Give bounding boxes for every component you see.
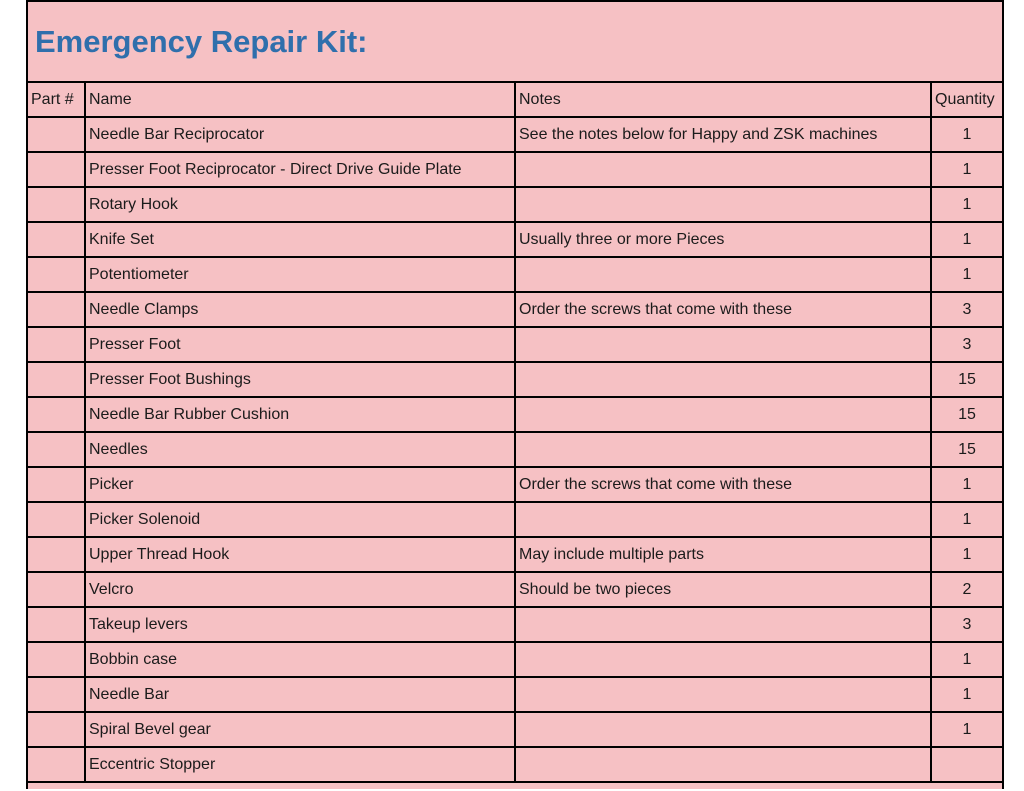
- notes-cell[interactable]: [515, 257, 931, 292]
- name-cell[interactable]: Presser Foot: [85, 327, 515, 362]
- quantity-cell[interactable]: 1: [931, 712, 1002, 747]
- notes-cell[interactable]: [515, 712, 931, 747]
- name-cell[interactable]: Presser Foot Reciprocator - Direct Drive Guide Plate: [85, 152, 515, 187]
- name-cell[interactable]: Potentiometer: [85, 257, 515, 292]
- quantity-cell[interactable]: 2: [931, 572, 1002, 607]
- quantity-cell[interactable]: 1: [931, 257, 1002, 292]
- name-cell[interactable]: Rotary Hook: [85, 187, 515, 222]
- quantity-cell[interactable]: 1: [931, 642, 1002, 677]
- part-cell[interactable]: [28, 537, 85, 572]
- part-cell[interactable]: [28, 187, 85, 222]
- quantity-cell[interactable]: 15: [931, 397, 1002, 432]
- part-cell[interactable]: [28, 642, 85, 677]
- notes-cell[interactable]: Usually three or more Pieces: [515, 222, 931, 257]
- part-cell[interactable]: [28, 222, 85, 257]
- table-row: [28, 537, 1002, 572]
- name-cell[interactable]: Presser Foot Bushings: [85, 362, 515, 397]
- table-row: [28, 502, 1002, 537]
- notes-cell[interactable]: [515, 187, 931, 222]
- table-row: [28, 677, 1002, 712]
- name-cell[interactable]: Spiral Bevel gear: [85, 712, 515, 747]
- part-cell[interactable]: [28, 607, 85, 642]
- notes-cell[interactable]: [515, 607, 931, 642]
- notes-cell[interactable]: [515, 502, 931, 537]
- notes-cell[interactable]: [515, 397, 931, 432]
- part-cell[interactable]: [28, 117, 85, 152]
- part-cell[interactable]: [28, 677, 85, 712]
- header-notes[interactable]: Notes: [515, 82, 931, 117]
- quantity-cell[interactable]: [931, 747, 1002, 782]
- part-cell[interactable]: [28, 502, 85, 537]
- notes-cell[interactable]: [515, 747, 931, 782]
- name-cell[interactable]: Needle Clamps: [85, 292, 515, 327]
- table-row: [28, 572, 1002, 607]
- notes-cell[interactable]: May include multiple parts: [515, 537, 931, 572]
- table-row: [28, 362, 1002, 397]
- notes-cell[interactable]: [515, 327, 931, 362]
- name-cell[interactable]: Needles: [85, 432, 515, 467]
- name-cell[interactable]: Upper Thread Hook: [85, 537, 515, 572]
- table-row: [28, 257, 1002, 292]
- name-cell[interactable]: Picker: [85, 467, 515, 502]
- notes-cell[interactable]: [515, 642, 931, 677]
- part-cell[interactable]: [28, 292, 85, 327]
- name-cell[interactable]: Velcro: [85, 572, 515, 607]
- table-row: [28, 187, 1002, 222]
- name-cell[interactable]: Needle Bar Rubber Cushion: [85, 397, 515, 432]
- name-cell[interactable]: Picker Solenoid: [85, 502, 515, 537]
- part-cell[interactable]: [28, 712, 85, 747]
- name-cell[interactable]: Eccentric Stopper: [85, 747, 515, 782]
- part-cell[interactable]: [28, 747, 85, 782]
- quantity-cell[interactable]: 1: [931, 117, 1002, 152]
- table-row: [28, 117, 1002, 152]
- part-cell[interactable]: [28, 257, 85, 292]
- notes-cell[interactable]: Order the screws that come with these: [515, 292, 931, 327]
- header-quantity[interactable]: Quantity: [931, 82, 1002, 117]
- table-row: [28, 467, 1002, 502]
- notes-cell[interactable]: Should be two pieces: [515, 572, 931, 607]
- part-cell[interactable]: [28, 467, 85, 502]
- notes-cell[interactable]: [515, 677, 931, 712]
- part-cell[interactable]: [28, 362, 85, 397]
- title-cell[interactable]: [28, 0, 1002, 81]
- parts-table: [28, 81, 1002, 783]
- table-row: [28, 152, 1002, 187]
- header-part[interactable]: Part #: [28, 82, 85, 117]
- part-cell[interactable]: [28, 152, 85, 187]
- quantity-cell[interactable]: 1: [931, 152, 1002, 187]
- table-row: [28, 222, 1002, 257]
- page-title: Emergency Repair Kit:: [35, 24, 368, 59]
- name-cell[interactable]: Bobbin case: [85, 642, 515, 677]
- name-cell[interactable]: Knife Set: [85, 222, 515, 257]
- name-cell[interactable]: Needle Bar: [85, 677, 515, 712]
- quantity-cell[interactable]: 3: [931, 607, 1002, 642]
- quantity-cell[interactable]: 1: [931, 187, 1002, 222]
- table-row: [28, 327, 1002, 362]
- table-row: [28, 292, 1002, 327]
- notes-cell[interactable]: [515, 432, 931, 467]
- quantity-cell[interactable]: 15: [931, 362, 1002, 397]
- part-cell[interactable]: [28, 397, 85, 432]
- header-name[interactable]: Name: [85, 82, 515, 117]
- quantity-cell[interactable]: 1: [931, 467, 1002, 502]
- quantity-cell[interactable]: 1: [931, 537, 1002, 572]
- part-cell[interactable]: [28, 432, 85, 467]
- part-cell[interactable]: [28, 327, 85, 362]
- name-cell[interactable]: Needle Bar Reciprocator: [85, 117, 515, 152]
- notes-cell[interactable]: Order the screws that come with these: [515, 467, 931, 502]
- spreadsheet: [26, 0, 1004, 789]
- quantity-cell[interactable]: 1: [931, 677, 1002, 712]
- table-row: [28, 607, 1002, 642]
- table-row: [28, 642, 1002, 677]
- header-row: [28, 82, 1002, 117]
- table-row: [28, 747, 1002, 782]
- part-cell[interactable]: [28, 572, 85, 607]
- quantity-cell[interactable]: 1: [931, 222, 1002, 257]
- notes-cell[interactable]: [515, 362, 931, 397]
- quantity-cell[interactable]: 15: [931, 432, 1002, 467]
- quantity-cell[interactable]: 3: [931, 327, 1002, 362]
- name-cell[interactable]: Takeup levers: [85, 607, 515, 642]
- notes-cell[interactable]: [515, 152, 931, 187]
- table-row: [28, 397, 1002, 432]
- quantity-cell[interactable]: 3: [931, 292, 1002, 327]
- table-row: [28, 712, 1002, 747]
- quantity-cell[interactable]: 1: [931, 502, 1002, 537]
- table-row: [28, 432, 1002, 467]
- notes-cell[interactable]: See the notes below for Happy and ZSK machines: [515, 117, 931, 152]
